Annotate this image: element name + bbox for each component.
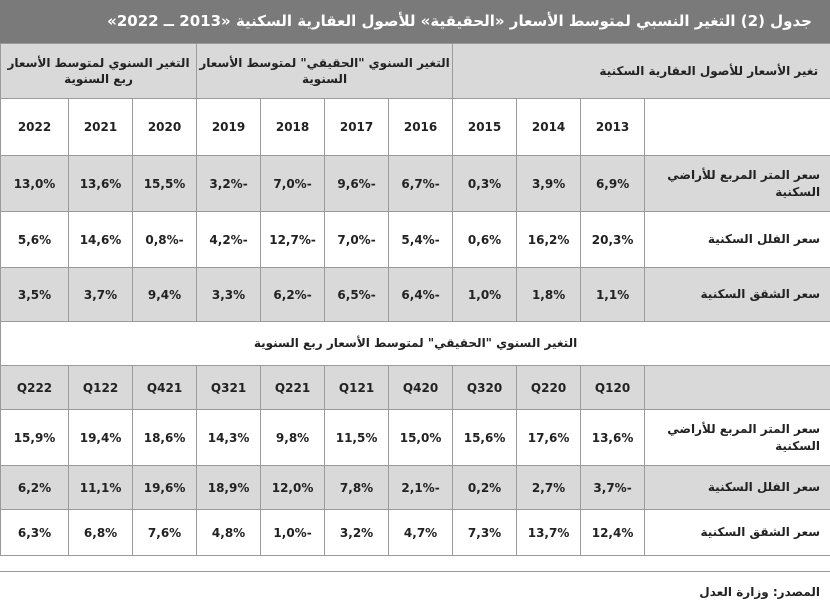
quarter-header: Q220: [517, 366, 581, 410]
value-cell: -5,4%: [389, 212, 453, 268]
row-label: سعر المتر المربع للأراضي السكنية: [645, 156, 830, 212]
table-row: [1, 268, 830, 322]
value-cell: 19,6%: [133, 466, 197, 510]
quarter-header: Q221: [261, 366, 325, 410]
value-cell: 6,9%: [581, 156, 645, 212]
value-cell: 18,9%: [197, 466, 261, 510]
row-label: سعر الشقق السكنية: [645, 510, 830, 556]
value-cell: -2,1%: [389, 466, 453, 510]
table-title: جدول (2) التغير النسبي لمتوسط الأسعار «الحقيقية» للأصول العقارية السكنية «2013 ــ 2022»: [0, 0, 830, 43]
quarter-header: Q122: [69, 366, 133, 410]
table-row: [1, 212, 830, 268]
value-cell: -3,7%: [581, 466, 645, 510]
value-cell: 4,8%: [197, 510, 261, 556]
value-cell: 9,8%: [261, 410, 325, 466]
value-cell: 19,4%: [69, 410, 133, 466]
year-header: 2018: [261, 99, 325, 156]
value-cell: 7,3%: [453, 510, 517, 556]
value-cell: 11,5%: [325, 410, 389, 466]
value-cell: 6,8%: [69, 510, 133, 556]
value-cell: 4,7%: [389, 510, 453, 556]
table-row: [1, 466, 830, 510]
row-label: سعر الفلل السكنية: [645, 212, 830, 268]
value-cell: 15,6%: [453, 410, 517, 466]
value-cell: 0,6%: [453, 212, 517, 268]
year-header-row: [1, 99, 830, 156]
value-cell: -6,4%: [389, 268, 453, 322]
year-header: 2022: [1, 99, 69, 156]
value-cell: 18,6%: [133, 410, 197, 466]
year-header: 2020: [133, 99, 197, 156]
year-header: 2014: [517, 99, 581, 156]
value-cell: 5,6%: [1, 212, 69, 268]
value-cell: 13,0%: [1, 156, 69, 212]
quarter-header: Q320: [453, 366, 517, 410]
value-cell: 6,3%: [1, 510, 69, 556]
table-row: [1, 510, 830, 556]
quarter-header: Q421: [133, 366, 197, 410]
value-cell: 12,4%: [581, 510, 645, 556]
value-cell: 13,6%: [581, 410, 645, 466]
corner-cell: [645, 99, 830, 156]
value-cell: 3,2%: [325, 510, 389, 556]
value-cell: -9,6%: [325, 156, 389, 212]
quarter-header: Q120: [581, 366, 645, 410]
value-cell: -6,2%: [261, 268, 325, 322]
table-row: [1, 410, 830, 466]
value-cell: -7,0%: [261, 156, 325, 212]
value-cell: -7,0%: [325, 212, 389, 268]
value-cell: 15,5%: [133, 156, 197, 212]
value-cell: -0,8%: [133, 212, 197, 268]
value-cell: 11,1%: [69, 466, 133, 510]
value-cell: -4,2%: [197, 212, 261, 268]
year-header: 2021: [69, 99, 133, 156]
value-cell: 12,0%: [261, 466, 325, 510]
value-cell: -12,7%: [261, 212, 325, 268]
quarter-header: Q121: [325, 366, 389, 410]
value-cell: 3,3%: [197, 268, 261, 322]
value-cell: 7,6%: [133, 510, 197, 556]
year-header: 2019: [197, 99, 261, 156]
value-cell: 3,7%: [69, 268, 133, 322]
group-header-annual-quarterly: التغير السنوي لمتوسط الأسعار ربع السنوية: [1, 44, 197, 99]
quarterly-table: [0, 321, 830, 556]
value-cell: 0,3%: [453, 156, 517, 212]
corner-cell: [645, 366, 830, 410]
value-cell: -1,0%: [261, 510, 325, 556]
value-cell: 20,3%: [581, 212, 645, 268]
row-label: سعر الفلل السكنية: [645, 466, 830, 510]
value-cell: 13,6%: [69, 156, 133, 212]
value-cell: -6,5%: [325, 268, 389, 322]
quarter-header-row: [1, 366, 830, 410]
table-row: [1, 156, 830, 212]
quarter-header: Q222: [1, 366, 69, 410]
value-cell: 9,4%: [133, 268, 197, 322]
year-header: 2013: [581, 99, 645, 156]
year-header: 2015: [453, 99, 517, 156]
value-cell: 14,3%: [197, 410, 261, 466]
value-cell: 6,2%: [1, 466, 69, 510]
section2-title: التغير السنوي "الحقيقي" لمتوسط الأسعار ربع السنوية: [1, 322, 830, 366]
value-cell: 1,1%: [581, 268, 645, 322]
value-cell: 16,2%: [517, 212, 581, 268]
annual-table: [0, 43, 830, 322]
value-cell: 1,0%: [453, 268, 517, 322]
value-cell: 15,9%: [1, 410, 69, 466]
value-cell: 2,7%: [517, 466, 581, 510]
year-header: 2017: [325, 99, 389, 156]
source-note: المصدر: وزارة العدل: [0, 571, 830, 611]
value-cell: 14,6%: [69, 212, 133, 268]
value-cell: 0,2%: [453, 466, 517, 510]
value-cell: -3,2%: [197, 156, 261, 212]
row-label: سعر المتر المربع للأراضي السكنية: [645, 410, 830, 466]
year-header: 2016: [389, 99, 453, 156]
value-cell: 7,8%: [325, 466, 389, 510]
value-cell: 1,8%: [517, 268, 581, 322]
group-header-annual-real: التغير السنوي "الحقيقي" لمتوسط الأسعار السنوية: [197, 44, 453, 99]
value-cell: 17,6%: [517, 410, 581, 466]
row-label: سعر الشقق السكنية: [645, 268, 830, 322]
value-cell: -6,7%: [389, 156, 453, 212]
value-cell: 15,0%: [389, 410, 453, 466]
value-cell: 3,5%: [1, 268, 69, 322]
group-header-assets: تغير الأسعار للأصول العقارية السكنية: [453, 44, 830, 99]
quarter-header: Q420: [389, 366, 453, 410]
value-cell: 13,7%: [517, 510, 581, 556]
quarter-header: Q321: [197, 366, 261, 410]
value-cell: 3,9%: [517, 156, 581, 212]
